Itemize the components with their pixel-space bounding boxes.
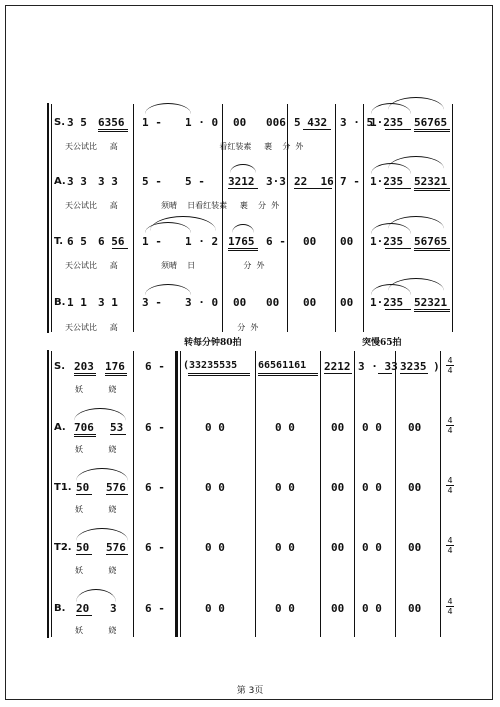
note-group: 0 0 <box>275 602 295 615</box>
time-signature: 4 4 <box>447 536 453 555</box>
note-group: 6 - <box>145 541 165 554</box>
note-group: 6 - <box>145 481 165 494</box>
note-group: 0 0 <box>362 541 382 554</box>
note-group: 0 0 <box>205 602 225 615</box>
note-group: 5 432 <box>294 116 328 129</box>
note-group: 1 - <box>142 235 162 248</box>
lyric-line: 妖 娆 <box>75 505 117 514</box>
barline <box>440 351 441 637</box>
note-group: 6 - <box>145 602 165 615</box>
part-label: B. <box>54 603 66 614</box>
tempo-marking-left: 转每分钟80拍 <box>184 338 242 348</box>
note-group: 3235 ) <box>400 360 440 373</box>
barline <box>51 104 52 332</box>
part-label: A. <box>54 176 66 187</box>
note-group: 00 <box>233 296 247 309</box>
note-group: 6 56 <box>98 235 125 248</box>
part-label: B. <box>54 297 66 308</box>
note-group: 2212 <box>324 360 351 373</box>
note-group: 1·235 <box>370 175 404 188</box>
note-group: 3 1 <box>98 296 118 309</box>
note-group: 0 0 <box>275 481 295 494</box>
note-group: 7 - <box>340 175 360 188</box>
note-group: 3 · 33 <box>358 360 398 373</box>
lyric-line: 天公试比 高 须晴 日看红装素 裹 分 外 <box>65 201 280 210</box>
barline <box>320 351 321 637</box>
note-group: 576 <box>106 481 126 494</box>
note-group: 52321 <box>414 296 448 309</box>
note-group: 56765 <box>414 116 448 129</box>
note-group: 0 0 <box>275 421 295 434</box>
note-group: 00 <box>408 541 422 554</box>
lyric-line: 天公试比 高 分 外 <box>65 323 259 332</box>
note-group: 00 <box>408 602 422 615</box>
part-label: T. <box>54 236 64 247</box>
barline <box>180 351 181 637</box>
note-group: 3 3 <box>98 175 118 188</box>
barline <box>133 351 134 637</box>
note-group: 5 - <box>142 175 162 188</box>
note-group: 20 <box>76 602 90 615</box>
time-signature: 4 4 <box>447 416 453 435</box>
note-group: 3 5 <box>67 116 87 129</box>
lyric-line: 妖 娆 <box>75 626 117 635</box>
system-1-bracket <box>47 103 49 333</box>
note-group: 22 16 <box>294 175 334 188</box>
note-group: 00 <box>331 602 345 615</box>
note-group: 00 <box>266 296 280 309</box>
note-group: 3·3 <box>266 175 286 188</box>
barline <box>335 104 336 332</box>
note-group: 00 <box>303 296 317 309</box>
note-group: 5 - <box>185 175 205 188</box>
part-label: S. <box>54 117 66 128</box>
note-group: 50 <box>76 481 90 494</box>
note-group: 6356 <box>98 116 125 129</box>
note-group: 00 <box>408 481 422 494</box>
barline <box>354 351 355 637</box>
lyric-line: 妖 娆 <box>75 385 117 394</box>
system-2-bracket <box>47 350 49 638</box>
page-number: 第 3页 <box>236 686 264 696</box>
note-group: 203 <box>74 360 94 373</box>
note-group: (33235535 <box>183 360 238 371</box>
note-group: 52321 <box>414 175 448 188</box>
note-group: 6 - <box>145 421 165 434</box>
note-group: 00 <box>331 541 345 554</box>
note-group: 3212 <box>228 175 255 188</box>
time-signature: 4 4 <box>447 597 453 616</box>
part-label: A. <box>54 422 66 433</box>
note-group: 00 <box>331 421 345 434</box>
note-group: 006 <box>266 116 286 129</box>
note-group: 00 <box>408 421 422 434</box>
note-group: 3 <box>110 602 117 615</box>
note-group: 3 - <box>142 296 162 309</box>
time-signature: 4 4 <box>447 356 453 375</box>
note-group: 0 0 <box>362 602 382 615</box>
note-group: 6 - <box>145 360 165 373</box>
part-label: T2. <box>54 542 72 553</box>
note-group: 0 0 <box>275 541 295 554</box>
tempo-marking-right: 突慢65拍 <box>362 338 402 348</box>
time-signature: 4 4 <box>447 476 453 495</box>
note-group: 00 <box>331 481 345 494</box>
barline <box>222 104 223 332</box>
note-group: 1 · 2 <box>185 235 219 248</box>
note-group: 576 <box>106 541 126 554</box>
note-group: 1 1 <box>67 296 87 309</box>
barline <box>255 351 256 637</box>
note-group: 0 0 <box>205 421 225 434</box>
note-group: 1·235 <box>370 235 404 248</box>
note-group: 53 <box>110 421 124 434</box>
note-group: 0 0 <box>205 481 225 494</box>
note-group: 6 - <box>266 235 286 248</box>
note-group: 0 0 <box>205 541 225 554</box>
barline <box>287 104 288 332</box>
barline-double <box>175 351 178 637</box>
note-group: 0 0 <box>362 421 382 434</box>
note-group: 3 · 5 <box>340 116 374 129</box>
lyric-line: 妖 娆 <box>75 445 117 454</box>
note-group: 1765 <box>228 235 255 248</box>
barline <box>51 351 52 637</box>
note-group: 3 · 0 <box>185 296 219 309</box>
note-group: 66561161 <box>258 360 307 371</box>
note-group: 0 0 <box>362 481 382 494</box>
note-group: 706 <box>74 421 94 434</box>
note-group: 00 <box>303 235 317 248</box>
barline <box>363 104 364 332</box>
note-group: 50 <box>76 541 90 554</box>
note-group: 1·235 <box>370 116 404 129</box>
note-group: 1 - <box>142 116 162 129</box>
barline <box>452 104 453 332</box>
note-group: 00 <box>340 235 354 248</box>
note-group: 00 <box>340 296 354 309</box>
lyric-line: 天公试比 高 看红装素 裹 分 外 <box>65 142 304 151</box>
note-group: 6 5 <box>67 235 87 248</box>
barline <box>395 351 396 637</box>
note-group: 1 · 0 <box>185 116 219 129</box>
lyric-line: 天公试比 高 须晴 日 分 外 <box>65 261 265 270</box>
note-group: 3 3 <box>67 175 87 188</box>
part-label: T1. <box>54 482 72 493</box>
note-group: 56765 <box>414 235 448 248</box>
note-group: 1·235 <box>370 296 404 309</box>
barline <box>133 104 134 332</box>
note-group: 176 <box>105 360 125 373</box>
part-label: S. <box>54 361 66 372</box>
lyric-line: 妖 娆 <box>75 566 117 575</box>
note-group: 00 <box>233 116 247 129</box>
